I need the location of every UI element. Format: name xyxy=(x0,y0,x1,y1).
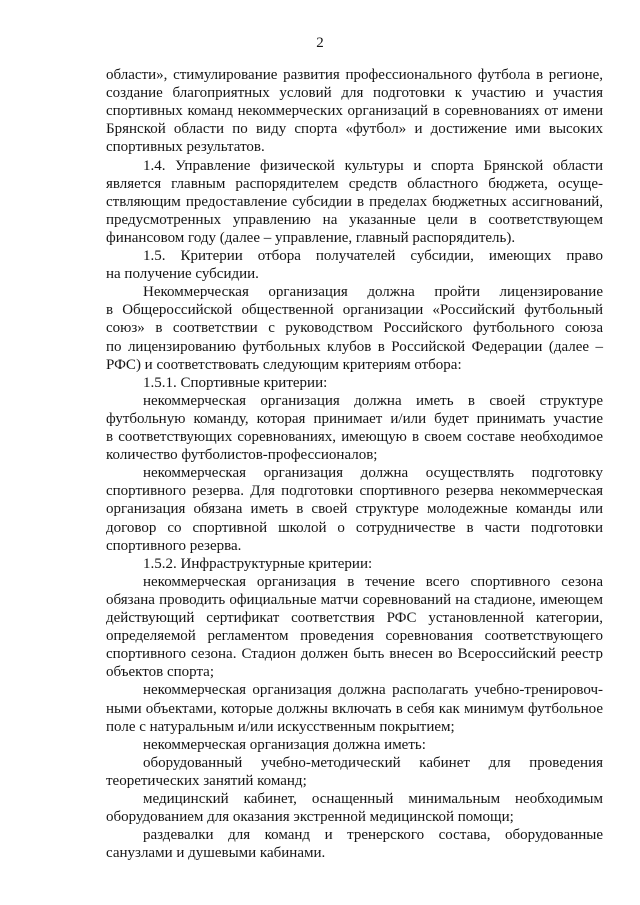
page-number: 2 xyxy=(316,35,324,51)
text-line: оборудованием для оказания экстренной медицинской помощи; xyxy=(106,809,514,826)
text-line: в соответствующих соревнованиях, имеющую в своем составе необходимое xyxy=(106,429,603,445)
text-line: спортивных команд некоммерческих организаций в соревнованиях от имени xyxy=(106,103,603,120)
text-line: Брянской области по виду спорта «футбол» и достижение ими высоких xyxy=(106,121,603,138)
text-line: оборудованный учебно-методический кабинет для проведения xyxy=(143,754,603,771)
text-line: области», стимулирование развития профессионального футбола в регионе, xyxy=(106,67,603,83)
text-line: организация обязана иметь в своей структуре молодежные команды или xyxy=(106,501,603,518)
text-line: объектов спорта; xyxy=(106,664,215,681)
text-line: 1.4. Управление физической культуры и спорта Брянской области xyxy=(143,157,603,174)
text-line: Некоммерческая организация должна пройти лицензирование xyxy=(143,284,603,301)
text-line: некоммерческая организация должна осуществлять подготовку xyxy=(143,465,603,482)
text-line: финансовом году (далее – управление, главный распорядитель). xyxy=(106,229,516,246)
text-line: является главным распорядителем средств областного бюджета, осуще- xyxy=(106,175,603,192)
text-line: раздевалки для команд и тренерского состава, оборудованные xyxy=(143,827,603,844)
text-line: спортивного резерва. Для подготовки спортивного резерва некоммерческая xyxy=(106,483,603,500)
text-line: 1.5.1. Спортивные критерии: xyxy=(143,374,328,391)
text-line: предусмотренных управлению на указанные цели в соответствующем xyxy=(106,211,603,228)
text-line: некоммерческая организация должна иметь: xyxy=(143,736,426,753)
text-line: некоммерческая организация должна иметь в своей структуре xyxy=(143,392,603,409)
text-line: договор со спортивной школой о сотрудничестве в части подготовки xyxy=(106,519,603,536)
text-line: медицинский кабинет, оснащенный минимальным необходимым xyxy=(143,791,603,807)
text-line: в Общероссийской общественной организации «Российский футбольный xyxy=(106,302,603,319)
text-line: РФС) и соответствовать следующим критериям отбора: xyxy=(106,356,462,373)
text-line: некоммерческая организация должна располагать учебно-тренировоч- xyxy=(143,682,603,699)
text-line: количество футболистов-профессионалов; xyxy=(106,447,378,464)
text-line: теоретических занятий команд; xyxy=(106,772,307,789)
text-line: действующий сертификат соответствия РФС установленной категории, xyxy=(106,610,603,626)
text-line: 1.5.2. Инфраструктурные критерии: xyxy=(143,555,373,572)
text-line: спортивных результатов. xyxy=(106,139,265,156)
text-line: ными объектами, которые должны включать в себя как минимум футбольное xyxy=(106,700,603,717)
text-line: 1.5. Критерии отбора получателей субсидии, имеющих право xyxy=(143,248,603,264)
text-line: ствляющим предоставление субсидии в пределах бюджетных ассигнований, xyxy=(106,193,603,210)
text-line: по лицензированию футбольных клубов в Российской Федерации (далее – xyxy=(106,338,603,355)
text-line: санузлами и душевыми кабинами. xyxy=(106,845,326,862)
text-line: футбольную команду, которая принимает и/или будет принимать участие xyxy=(106,410,603,427)
text-line: на получение субсидии. xyxy=(106,266,259,283)
text-line: спортивного сезона. Стадион должен быть внесен во Всероссийский реестр xyxy=(106,646,603,663)
text-line: союз» в соответствии с руководством Российского футбольного союза xyxy=(106,320,603,337)
text-line: определяемой регламентом проведения соревнования соответствующего xyxy=(106,628,603,645)
text-line: поле с натуральным и/или искусственным покрытием; xyxy=(106,718,455,735)
text-line: спортивного резерва. xyxy=(106,537,242,554)
text-line: создание благоприятных условий для подготовки к участию и участия xyxy=(106,85,603,102)
text-line: некоммерческая организация в течение всего спортивного сезона xyxy=(143,573,603,590)
text-line: обязана проводить официальные матчи соревнований на стадионе, имеющем xyxy=(106,591,603,608)
